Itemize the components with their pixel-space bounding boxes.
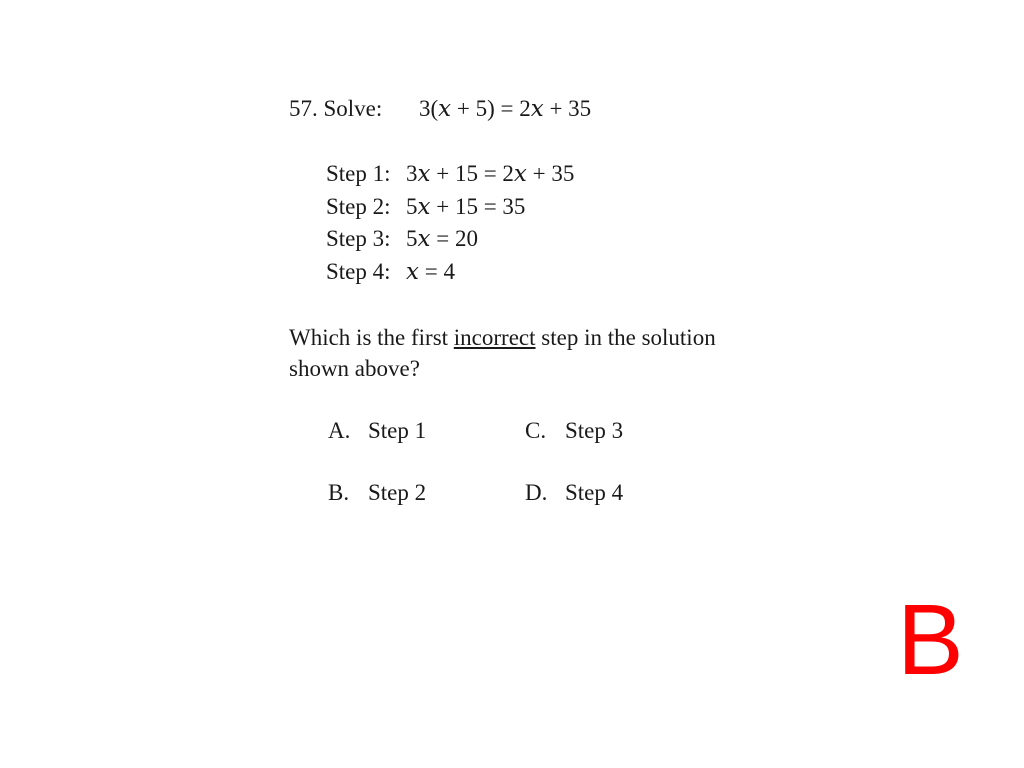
choice-a[interactable] [328, 418, 525, 480]
question-after: step in the solution shown above? [289, 325, 716, 381]
choice-b-letter: B. [328, 480, 350, 505]
step-4 [326, 256, 574, 289]
choice-a-text: Step 1 [368, 418, 427, 443]
step-2-expression: 5𝑥 + 15 = 35 [406, 193, 526, 219]
step-3 [326, 223, 574, 256]
answer-letter: B [897, 584, 964, 696]
step-4-label: Step 4: [326, 258, 391, 284]
choice-d-letter: D. [525, 480, 548, 505]
choice-row-2 [328, 480, 722, 542]
solution-steps [326, 158, 574, 288]
step-1-expression: 3𝑥 + 15 = 2𝑥 + 35 [406, 161, 575, 186]
question-text [289, 322, 759, 384]
problem-label: 57. Solve: [289, 96, 383, 121]
problem-equation: 3(𝑥 + 5) = 2𝑥 + 35 [419, 96, 592, 121]
answer-choices [328, 418, 722, 542]
question-before: Which is the first [289, 325, 454, 350]
step-2-label: Step 2: [326, 193, 391, 219]
choice-c-letter: C. [525, 418, 547, 443]
choice-d-text: Step 4 [565, 480, 624, 505]
step-1 [326, 158, 574, 191]
question-emphasis: incorrect [453, 325, 536, 350]
choice-d[interactable] [525, 480, 722, 542]
step-3-expression: 5𝑥 = 20 [406, 226, 478, 251]
step-1-label: Step 1: [326, 161, 391, 186]
step-4-expression: 𝑥 = 4 [406, 258, 455, 284]
choice-c-text: Step 3 [565, 418, 624, 443]
choice-c[interactable] [525, 418, 722, 480]
choice-b-text: Step 2 [368, 480, 427, 505]
step-3-label: Step 3: [326, 226, 391, 251]
step-2 [326, 191, 574, 224]
choice-a-letter: A. [328, 418, 351, 443]
choice-b[interactable] [328, 480, 525, 542]
choice-row-1 [328, 418, 722, 480]
problem-statement [289, 96, 591, 122]
